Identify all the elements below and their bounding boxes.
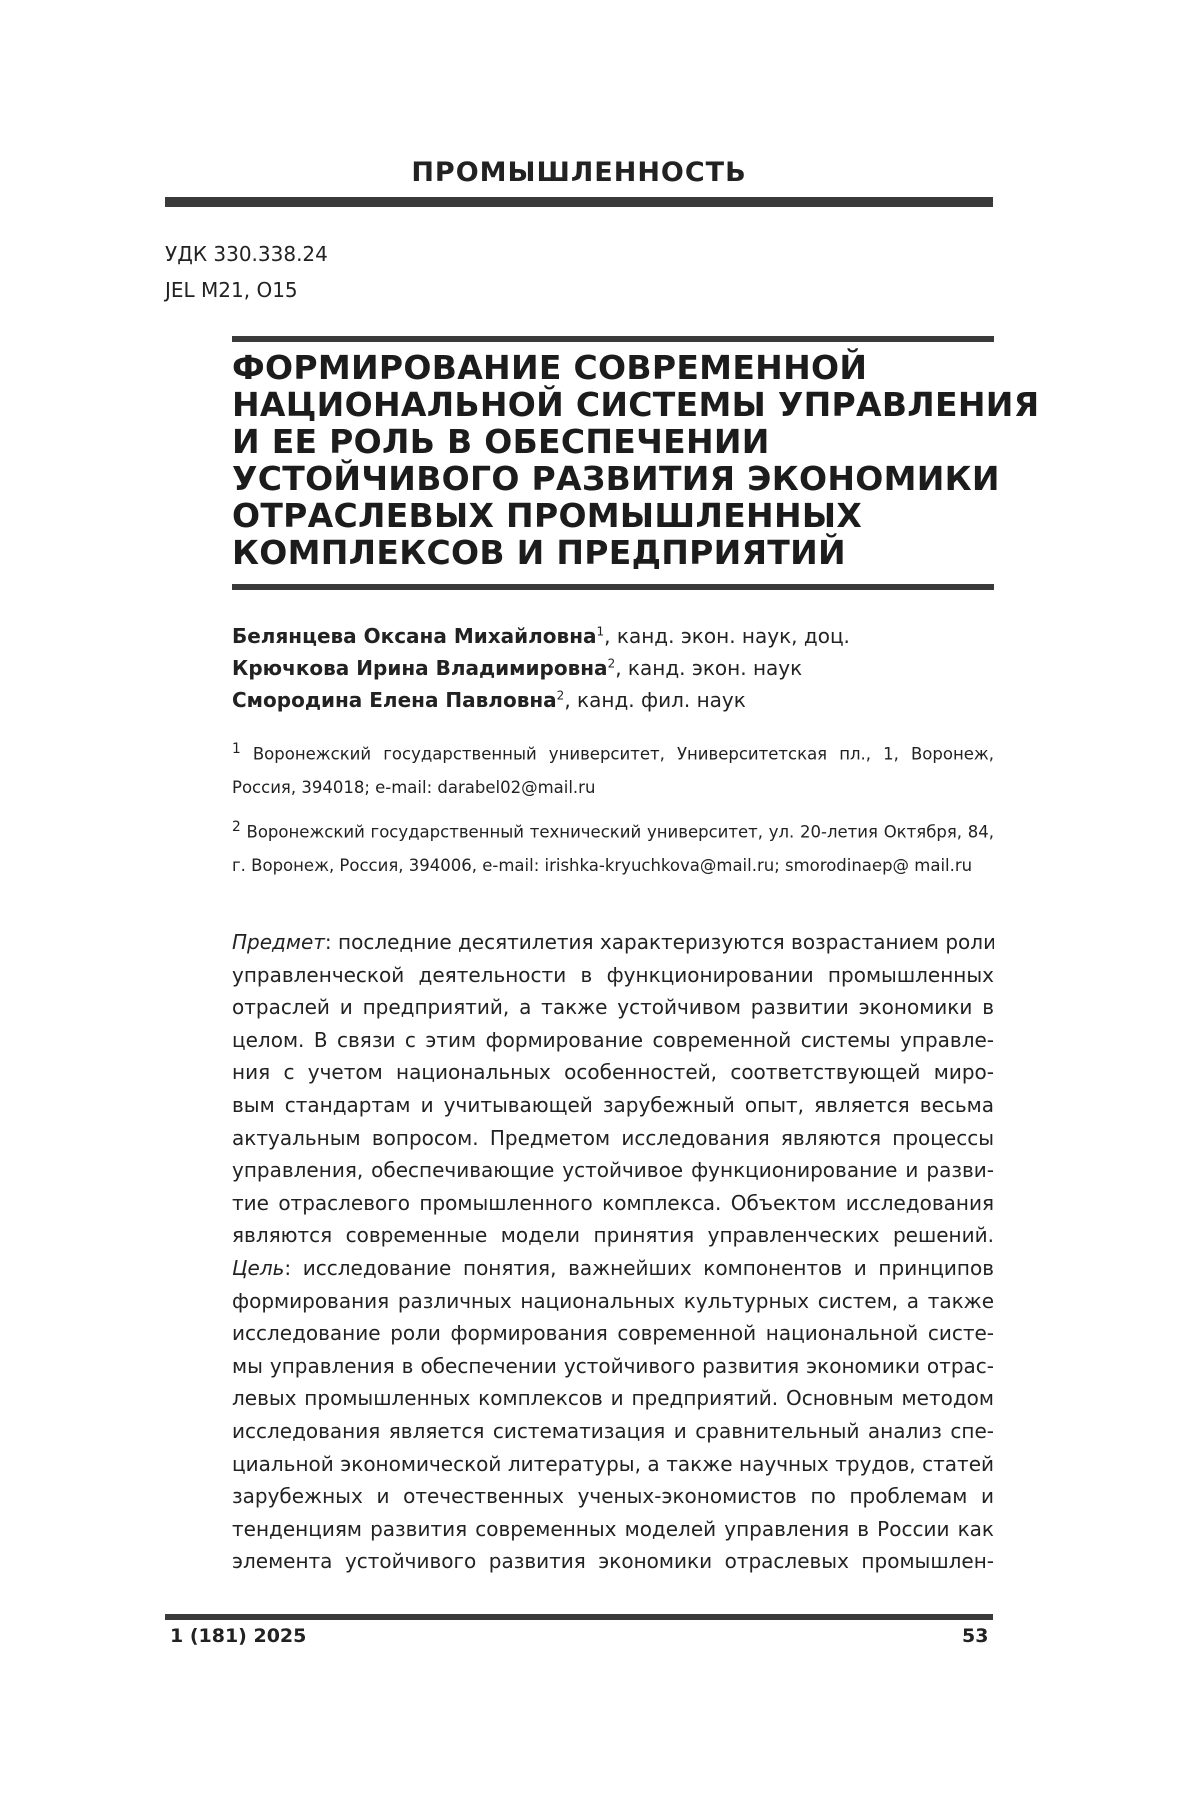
author-degree: , канд. экон. наук bbox=[615, 656, 802, 680]
author-affil-mark: 2 bbox=[608, 656, 616, 670]
affiliation-1 bbox=[232, 733, 994, 804]
affiliation-mark: 1 bbox=[232, 741, 241, 757]
affiliation-2 bbox=[232, 811, 994, 882]
abstract-line: циальной экономической литературы, а также научных трудов, статей bbox=[232, 1448, 994, 1481]
footer-rule bbox=[165, 1614, 993, 1620]
issue-number: 1 (181) 2025 bbox=[170, 1625, 306, 1647]
abstract-line: Цель: исследование понятия, важнейших компонентов и принципов bbox=[232, 1252, 994, 1285]
abstract-line: зарубежных и отечественных ученых-экономистов по проблемам и bbox=[232, 1480, 994, 1513]
abstract-line: исследование роли формирования современной национальной систе- bbox=[232, 1317, 994, 1350]
title-line: ФОРМИРОВАНИЕ СОВРЕМЕННОЙ bbox=[232, 349, 1012, 386]
jel-code: JEL M21, O15 bbox=[165, 278, 298, 302]
article-title bbox=[232, 349, 1012, 571]
abstract-line: актуальным вопросом. Предметом исследования являются процессы bbox=[232, 1122, 994, 1155]
title-line: И ЕЕ РОЛЬ В ОБЕСПЕЧЕНИИ bbox=[232, 423, 1012, 460]
title-line: НАЦИОНАЛЬНОЙ СИСТЕМЫ УПРАВЛЕНИЯ bbox=[232, 386, 1012, 423]
author-2 bbox=[232, 656, 802, 680]
abstract-line: тенденциям развития современных моделей управления в России как bbox=[232, 1513, 994, 1546]
abstract-line: целом. В связи с этим формирование современной системы управле- bbox=[232, 1024, 994, 1057]
abstract bbox=[232, 926, 994, 1578]
author-affil-mark: 1 bbox=[597, 624, 605, 638]
abstract-line: мы управления в обеспечении устойчивого развития экономики отрас- bbox=[232, 1350, 994, 1383]
abstract-line: исследования является систематизация и сравнительный анализ спе- bbox=[232, 1415, 994, 1448]
abstract-line: Предмет: последние десятилетия характеризуются возрастанием роли bbox=[232, 926, 994, 959]
abstract-line: элемента устойчивого развития экономики отраслевых промышлен- bbox=[232, 1545, 994, 1578]
abstract-line: управления, обеспечивающие устойчивое функционирование и разви- bbox=[232, 1154, 994, 1187]
title-rule-bottom bbox=[232, 584, 994, 590]
section-title: ПРОМЫШЛЕННОСТЬ bbox=[165, 157, 993, 188]
abstract-line: тие отраслевого промышленного комплекса. Объектом исследования bbox=[232, 1187, 994, 1220]
section-rule bbox=[165, 197, 993, 207]
abstract-line: формирования различных национальных культурных систем, а также bbox=[232, 1285, 994, 1318]
abstract-line: вым стандартам и учитывающей зарубежный опыт, является весьма bbox=[232, 1089, 994, 1122]
author-name: Белянцева Оксана Михайловна bbox=[232, 624, 597, 648]
title-rule-top bbox=[232, 336, 994, 342]
author-name: Крючкова Ирина Владимировна bbox=[232, 656, 608, 680]
affiliation-text: Воронежский государственный технический университет, ул. 20-летия Октября, 84, г. Воронеж, Россия, 394006, e-mail: irishka-kryuchkova@mail.ru; smorodinaep@ mail.ru bbox=[232, 823, 994, 875]
affiliation-text: Воронежский государственный университет, Университетская пл., 1, Воронеж, Россия, 394018; e-mail: darabel02@mail.ru bbox=[232, 745, 994, 797]
abstract-line: левых промышленных комплексов и предприятий. Основным методом bbox=[232, 1382, 994, 1415]
author-affil-mark: 2 bbox=[557, 688, 565, 702]
title-line: УСТОЙЧИВОГО РАЗВИТИЯ ЭКОНОМИКИ bbox=[232, 460, 1012, 497]
title-line: КОМПЛЕКСОВ И ПРЕДПРИЯТИЙ bbox=[232, 534, 1012, 571]
page-number: 53 bbox=[962, 1625, 988, 1647]
author-degree: , канд. экон. наук, доц. bbox=[604, 624, 850, 648]
abstract-line: отраслей и предприятий, а также устойчивом развитии экономики в bbox=[232, 991, 994, 1024]
affiliation-mark: 2 bbox=[232, 819, 241, 835]
abstract-line: ния с учетом национальных особенностей, соответствующей миро- bbox=[232, 1056, 994, 1089]
abstract-line: управленческой деятельности в функционировании промышленных bbox=[232, 959, 994, 992]
author-3 bbox=[232, 688, 746, 712]
udk-code: УДК 330.338.24 bbox=[165, 242, 328, 266]
author-name: Смородина Елена Павловна bbox=[232, 688, 557, 712]
author-degree: , канд. фил. наук bbox=[564, 688, 746, 712]
abstract-line: являются современные модели принятия управленческих решений. bbox=[232, 1219, 994, 1252]
goal-label: Цель bbox=[232, 1256, 284, 1280]
subject-label: Предмет bbox=[232, 930, 325, 954]
title-line: ОТРАСЛЕВЫХ ПРОМЫШЛЕННЫХ bbox=[232, 497, 1012, 534]
author-1 bbox=[232, 624, 850, 648]
